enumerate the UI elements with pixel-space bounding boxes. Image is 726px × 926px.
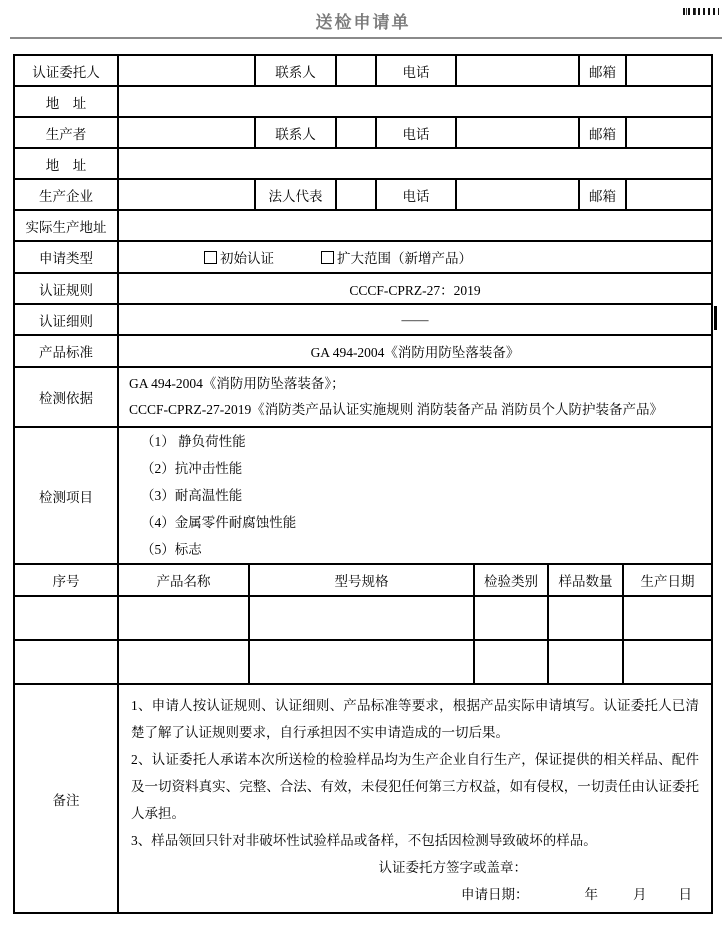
sample-2-model-spec-field[interactable] — [249, 640, 474, 684]
product-standard-row — [14, 335, 712, 367]
actual-production-address-field[interactable] — [118, 210, 712, 241]
sample-table-header-row — [14, 564, 712, 596]
producer-contact-field[interactable] — [336, 117, 376, 148]
info-table — [13, 54, 713, 565]
applicant-email-field[interactable] — [626, 55, 712, 86]
test-basis-line-1: GA 494-2004《消防用防坠落装备》； — [129, 376, 345, 391]
application-date-line — [131, 881, 699, 908]
test-basis-line-2: CCCF-CPRZ-27-2019《消防类产品认证实施规则 消防装备产品 消防员个人防护装备产品》 — [129, 402, 664, 417]
sample-2-serial-field[interactable] — [14, 640, 118, 684]
header-sample-quantity: 样品数量 — [548, 564, 623, 596]
applicant-name-field[interactable] — [118, 55, 255, 86]
sample-1-inspection-category-field[interactable] — [474, 596, 548, 640]
sample-2-production-date-field[interactable] — [623, 640, 712, 684]
test-item-5: （5）标志 — [141, 542, 202, 557]
initial-certification-label: 初始认证 — [220, 251, 274, 266]
producer-contact-label: 联系人 — [255, 117, 336, 148]
manufacturer-legal-rep-label: 法人代表 — [255, 179, 336, 210]
signature-label: 认证委托方签字或盖章： — [378, 860, 527, 875]
test-items-row — [14, 427, 712, 564]
manufacturer-label: 生产企业 — [14, 179, 118, 210]
test-item-3: （3）耐高温性能 — [141, 488, 243, 503]
applicant-address-row — [14, 86, 712, 117]
sample-row-2 — [14, 640, 712, 684]
manufacturer-phone-field[interactable] — [456, 179, 579, 210]
manufacturer-email-field[interactable] — [626, 179, 712, 210]
sample-2-inspection-category-field[interactable] — [474, 640, 548, 684]
applicant-address-field[interactable] — [118, 86, 712, 117]
expand-scope-label: 扩大范围（新增产品） — [337, 251, 472, 266]
sample-1-quantity-field[interactable] — [548, 596, 623, 640]
producer-address-field[interactable] — [118, 148, 712, 179]
applicant-contact-label: 联系人 — [255, 55, 336, 86]
remarks-content — [118, 684, 712, 913]
test-items-value — [118, 427, 712, 564]
header-inspection-category: 检验类别 — [474, 564, 548, 596]
test-item-4: （4）金属零件耐腐蚀性能 — [141, 515, 297, 530]
applicant-email-label: 邮箱 — [579, 55, 626, 86]
sample-1-model-spec-field[interactable] — [249, 596, 474, 640]
certification-detail-row — [14, 304, 712, 335]
test-basis-label: 检测依据 — [14, 367, 118, 427]
producer-email-label: 邮箱 — [579, 117, 626, 148]
manufacturer-row — [14, 179, 712, 210]
option-initial-certification[interactable] — [204, 247, 274, 267]
manufacturer-name-field[interactable] — [118, 179, 255, 210]
header-model-spec: 型号规格 — [249, 564, 474, 596]
remarks-table — [13, 683, 713, 914]
page-title: 送检申请单 — [315, 13, 411, 32]
test-basis-value — [118, 367, 712, 427]
month-label: 月 — [633, 887, 647, 902]
applicant-label: 认证委托人 — [14, 55, 118, 86]
certification-detail-label: 认证细则 — [14, 304, 118, 335]
manufacturer-email-label: 邮箱 — [579, 179, 626, 210]
producer-phone-label: 电话 — [376, 117, 456, 148]
sample-row-1 — [14, 596, 712, 640]
manufacturer-legal-rep-field[interactable] — [336, 179, 376, 210]
option-expand-scope[interactable] — [321, 247, 472, 267]
header-product-name: 产品名称 — [118, 564, 249, 596]
test-basis-row — [14, 367, 712, 427]
test-item-2: （2）抗冲击性能 — [141, 461, 243, 476]
application-date-label: 申请日期： — [461, 887, 529, 902]
sample-2-quantity-field[interactable] — [548, 640, 623, 684]
sample-1-production-date-field[interactable] — [623, 596, 712, 640]
application-type-options — [118, 241, 712, 273]
year-label: 年 — [584, 887, 598, 902]
remarks-paragraph-2: 2、认证委托人承诺本次所送检的检验样品均为生产企业自行生产，保证提供的相关样品、配件及一切资料真实、完整、合法、有效，未侵犯任何第三方权益，如有侵权，一切责任由认证委托人承担。 — [131, 752, 699, 821]
actual-production-address-label: 实际生产地址 — [14, 210, 118, 241]
producer-label: 生产者 — [14, 117, 118, 148]
title-divider — [10, 37, 722, 39]
producer-name-field[interactable] — [118, 117, 255, 148]
producer-email-field[interactable] — [626, 117, 712, 148]
applicant-phone-label: 电话 — [376, 55, 456, 86]
application-type-label: 申请类型 — [14, 241, 118, 273]
applicant-contact-field[interactable] — [336, 55, 376, 86]
text-cursor — [714, 306, 717, 330]
applicant-address-label: 地 址 — [14, 86, 118, 117]
signature-block — [131, 854, 699, 908]
remarks-row — [14, 684, 712, 913]
remarks-paragraph-1: 1、申请人按认证规则、认证细则、产品标准等要求，根据产品实际申请填写。认证委托人已清楚了解了认证规则要求，自行承担因不实申请造成的一切后果。 — [131, 698, 699, 740]
header-production-date: 生产日期 — [623, 564, 712, 596]
producer-address-row — [14, 148, 712, 179]
applicant-row — [14, 55, 712, 86]
application-type-row — [14, 241, 712, 273]
remarks-label: 备注 — [14, 684, 118, 913]
sample-2-product-name-field[interactable] — [118, 640, 249, 684]
certification-detail-value: —— — [118, 304, 712, 335]
product-standard-label: 产品标准 — [14, 335, 118, 367]
application-form — [13, 54, 726, 914]
applicant-phone-field[interactable] — [456, 55, 579, 86]
manufacturer-phone-label: 电话 — [376, 179, 456, 210]
sample-table — [13, 563, 713, 685]
producer-row — [14, 117, 712, 148]
initial-certification-checkbox[interactable] — [204, 251, 217, 264]
producer-phone-field[interactable] — [456, 117, 579, 148]
certification-rule-value: CCCF-CPRZ-27：2019 — [118, 273, 712, 304]
test-items-label: 检测项目 — [14, 427, 118, 564]
sample-1-serial-field[interactable] — [14, 596, 118, 640]
qr-code-cutoff-icon — [683, 8, 719, 15]
test-item-1: （1） 静负荷性能 — [141, 434, 246, 449]
day-label: 日 — [678, 887, 692, 902]
sample-1-product-name-field[interactable] — [118, 596, 249, 640]
expand-scope-checkbox[interactable] — [321, 251, 334, 264]
product-standard-value: GA 494-2004《消防用防坠落装备》 — [118, 335, 712, 367]
actual-production-address-row — [14, 210, 712, 241]
certification-rule-label: 认证规则 — [14, 273, 118, 304]
producer-address-label: 地 址 — [14, 148, 118, 179]
header-serial-number: 序号 — [14, 564, 118, 596]
remarks-paragraph-3: 3、样品领回只针对非破坏性试验样品或备样，不包括因检测导致破坏的样品。 — [131, 833, 597, 848]
certification-rule-row — [14, 273, 712, 304]
